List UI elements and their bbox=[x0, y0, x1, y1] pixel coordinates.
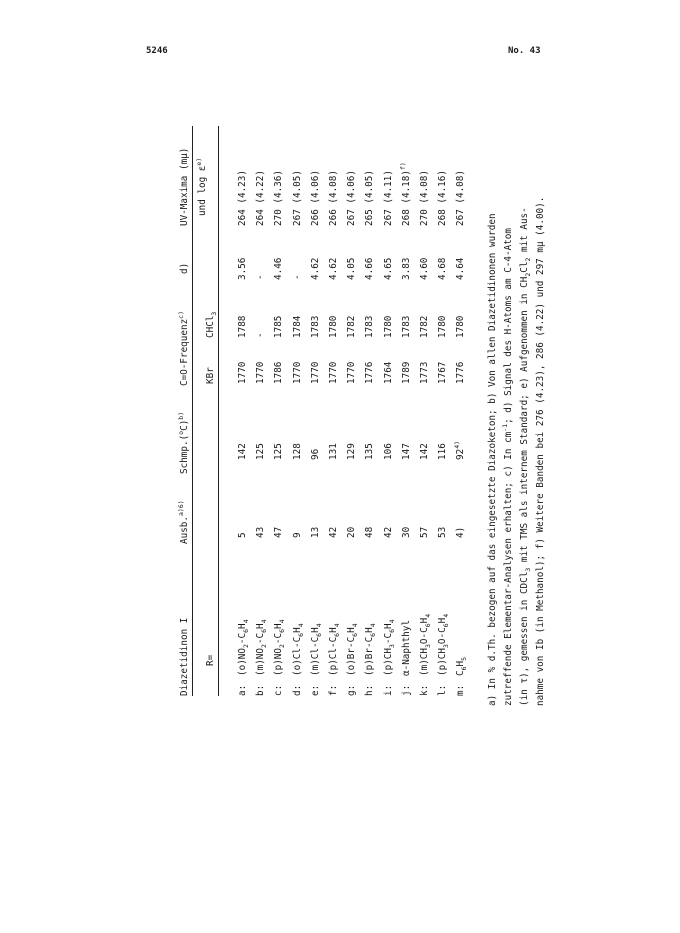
header-yield: Ausb.$^{a)6)}$ bbox=[176, 500, 190, 544]
footnote-1: a) In % d.Th. bezogen auf das eingesetzte Diazoketon; b) Von allen Diazetidinonen wurden bbox=[487, 213, 498, 706]
footnote-2: zutreffende Elementar-Analysen erhalten; c) In $cm^{-1}$; d) Signal des H-Atoms am C-4-Atom bbox=[500, 228, 514, 706]
row-d: 4.64 bbox=[455, 257, 467, 280]
row-substituent: $(p)Br-C_6H_4$ bbox=[364, 623, 378, 676]
row-chcl3: 1783 bbox=[400, 315, 412, 338]
header-compound: Diazetidinon I bbox=[179, 617, 190, 696]
header-uv: UV-Maxima (mμ) bbox=[179, 147, 190, 226]
row-yield: 48 bbox=[364, 526, 376, 538]
row-mp: 147 bbox=[400, 443, 412, 460]
journal-issue: No. 43 bbox=[508, 46, 541, 56]
row-uv: 266 (4.06) bbox=[309, 170, 321, 226]
row-d: - bbox=[255, 274, 267, 280]
row-id: i: bbox=[382, 684, 394, 696]
row-kbr: 1789 bbox=[400, 361, 412, 384]
row-id: b: bbox=[255, 684, 267, 696]
row-kbr: 1770 bbox=[237, 361, 248, 384]
row-id: m: bbox=[455, 684, 467, 696]
header-kbr: KBr bbox=[205, 367, 216, 384]
row-yield: 43 bbox=[255, 526, 267, 538]
row-d: 3.83 bbox=[400, 257, 412, 280]
row-id: j: bbox=[400, 684, 412, 696]
row-kbr: 1786 bbox=[273, 361, 285, 384]
row-d: 4.62 bbox=[309, 257, 321, 280]
row-substituent: $(m)CH_3O-C_6H_4$ bbox=[419, 613, 432, 676]
row-substituent: $(o)Cl-C_6H_4$ bbox=[291, 623, 305, 676]
table-header-rule bbox=[218, 126, 219, 696]
header-d: d) bbox=[179, 262, 190, 274]
row-d: 4.62 bbox=[328, 257, 339, 280]
row-d: 4.05 bbox=[346, 257, 358, 280]
row-kbr: 1770 bbox=[328, 361, 339, 384]
row-mp: 125 bbox=[255, 443, 267, 460]
row-uv: 267 (4.11) bbox=[382, 170, 394, 226]
row-mp: 131 bbox=[328, 443, 339, 460]
row-yield: 42 bbox=[382, 526, 394, 538]
row-substituent: $(p)CH_3-C_6H_4$ bbox=[382, 619, 396, 676]
row-kbr: 1764 bbox=[382, 361, 394, 384]
header-co-frequency: C=O-Frequenz$^{c)}$ bbox=[176, 311, 190, 386]
row-kbr: 1770 bbox=[346, 361, 358, 384]
row-mp: 96 bbox=[309, 448, 321, 460]
row-substituent: α-Naphthyl bbox=[400, 620, 412, 676]
row-chcl3: 1783 bbox=[364, 315, 376, 338]
row-chcl3: 1782 bbox=[419, 315, 430, 338]
row-substituent: $(o)Br-C_6H_4$ bbox=[346, 623, 360, 676]
row-mp: 129 bbox=[346, 443, 358, 460]
row-mp: 128 bbox=[291, 443, 303, 460]
row-mp: 125 bbox=[273, 443, 285, 460]
row-mp: 92$^{4)}$ bbox=[453, 440, 467, 460]
row-id: l: bbox=[437, 684, 449, 696]
row-uv: 270 (4.08) bbox=[419, 170, 430, 226]
row-chcl3: 1780 bbox=[437, 315, 449, 338]
row-substituent: $(m)NO_2-C_6H_4$ bbox=[255, 619, 269, 676]
row-d: 4.66 bbox=[364, 257, 376, 280]
row-uv: 264 (4.23) bbox=[237, 170, 248, 226]
row-chcl3: 1782 bbox=[346, 315, 358, 338]
row-id: f: bbox=[328, 684, 339, 696]
row-uv: 264 (4.22) bbox=[255, 170, 267, 226]
row-mp: 142 bbox=[419, 443, 430, 460]
row-uv: 270 (4.36) bbox=[273, 170, 285, 226]
row-chcl3: 1780 bbox=[382, 315, 394, 338]
data-table bbox=[152, 122, 546, 706]
row-yield: 9 bbox=[291, 532, 303, 538]
row-chcl3: 1784 bbox=[291, 315, 303, 338]
row-substituent: $(p)NO_2-C_6H_4$ bbox=[273, 619, 287, 676]
row-uv: 267 (4.08) bbox=[455, 170, 467, 226]
row-d: 4.65 bbox=[382, 257, 394, 280]
table-top-rule bbox=[192, 126, 193, 696]
row-uv: 266 (4.08) bbox=[328, 170, 339, 226]
row-id: c: bbox=[273, 684, 285, 696]
footnote-4: nahme von Ib (in Methanol); f) Weitere Banden bei 276 (4.23), 286 (4.22) und 297 mμ (4.00). bbox=[535, 196, 546, 706]
row-id: a: bbox=[237, 684, 248, 696]
row-id: h: bbox=[364, 684, 376, 696]
row-uv: 267 (4.05) bbox=[291, 170, 303, 226]
header-chcl3: CHCl$_3$ bbox=[205, 311, 218, 338]
row-id: k: bbox=[419, 684, 430, 696]
row-kbr: 1770 bbox=[255, 361, 267, 384]
row-uv: 265 (4.05) bbox=[364, 170, 376, 226]
row-d: 4.60 bbox=[419, 257, 430, 280]
row-substituent: $(p)CH_3O-C_6H_4$ bbox=[437, 613, 451, 676]
row-yield: 4) bbox=[455, 526, 467, 538]
row-kbr: 1773 bbox=[419, 361, 430, 384]
row-uv: 267 (4.06) bbox=[346, 170, 358, 226]
row-d: 4.68 bbox=[437, 257, 449, 280]
row-yield: 47 bbox=[273, 526, 285, 538]
row-id: d: bbox=[291, 684, 303, 696]
row-chcl3: 1783 bbox=[309, 315, 321, 338]
row-substituent: $(m)Cl-C_6H_4$ bbox=[309, 623, 323, 676]
row-substituent: $(o)NO_2-C_6H_4$ bbox=[237, 619, 250, 676]
row-uv: 268 $(4.18)^{f)}$ bbox=[398, 162, 412, 226]
row-yield: 53 bbox=[437, 526, 449, 538]
row-chcl3: - bbox=[255, 332, 267, 338]
row-chcl3: 1780 bbox=[455, 315, 467, 338]
row-uv: 268 (4.16) bbox=[437, 170, 449, 226]
row-yield: 5 bbox=[237, 532, 248, 538]
row-chcl3: 1785 bbox=[273, 315, 285, 338]
footnote-3: (in τ), gemessen in CDCl$_3$ mit TMS als internem Standard; e) Aufgenommen in $CH_2Cl_2$ mit Aus- bbox=[519, 207, 532, 706]
row-yield: 20 bbox=[346, 526, 358, 538]
row-mp: 106 bbox=[382, 443, 394, 460]
row-id: e: bbox=[309, 684, 321, 696]
row-yield: 57 bbox=[419, 526, 430, 538]
row-mp: 142 bbox=[237, 443, 248, 460]
row-kbr: 1770 bbox=[291, 361, 303, 384]
row-mp: 116 bbox=[437, 443, 449, 460]
row-d: - bbox=[291, 274, 303, 280]
row-kbr: 1776 bbox=[455, 361, 467, 384]
row-yield: 13 bbox=[309, 526, 321, 538]
row-d: 3.56 bbox=[237, 257, 248, 280]
header-mp: $Schmp.(^oC)^{b)}$ bbox=[176, 411, 190, 474]
row-chcl3: 1780 bbox=[328, 315, 339, 338]
row-kbr: 1776 bbox=[364, 361, 376, 384]
row-d: 4.46 bbox=[273, 257, 285, 280]
header-r: R= bbox=[205, 654, 216, 666]
row-mp: 135 bbox=[364, 443, 376, 460]
row-kbr: 1767 bbox=[437, 361, 449, 384]
row-yield: 30 bbox=[400, 526, 412, 538]
row-chcl3: 1788 bbox=[237, 315, 248, 338]
header-uv-log: und $\log \varepsilon^{e)}$ bbox=[194, 157, 208, 216]
row-yield: 42 bbox=[328, 526, 339, 538]
row-kbr: 1770 bbox=[309, 361, 321, 384]
row-id: g: bbox=[346, 684, 358, 696]
row-substituent: $(p)Cl-C_6H_4$ bbox=[328, 623, 341, 676]
row-substituent: $C_6H_5$ bbox=[455, 656, 469, 676]
page-number: 5246 bbox=[146, 46, 168, 56]
